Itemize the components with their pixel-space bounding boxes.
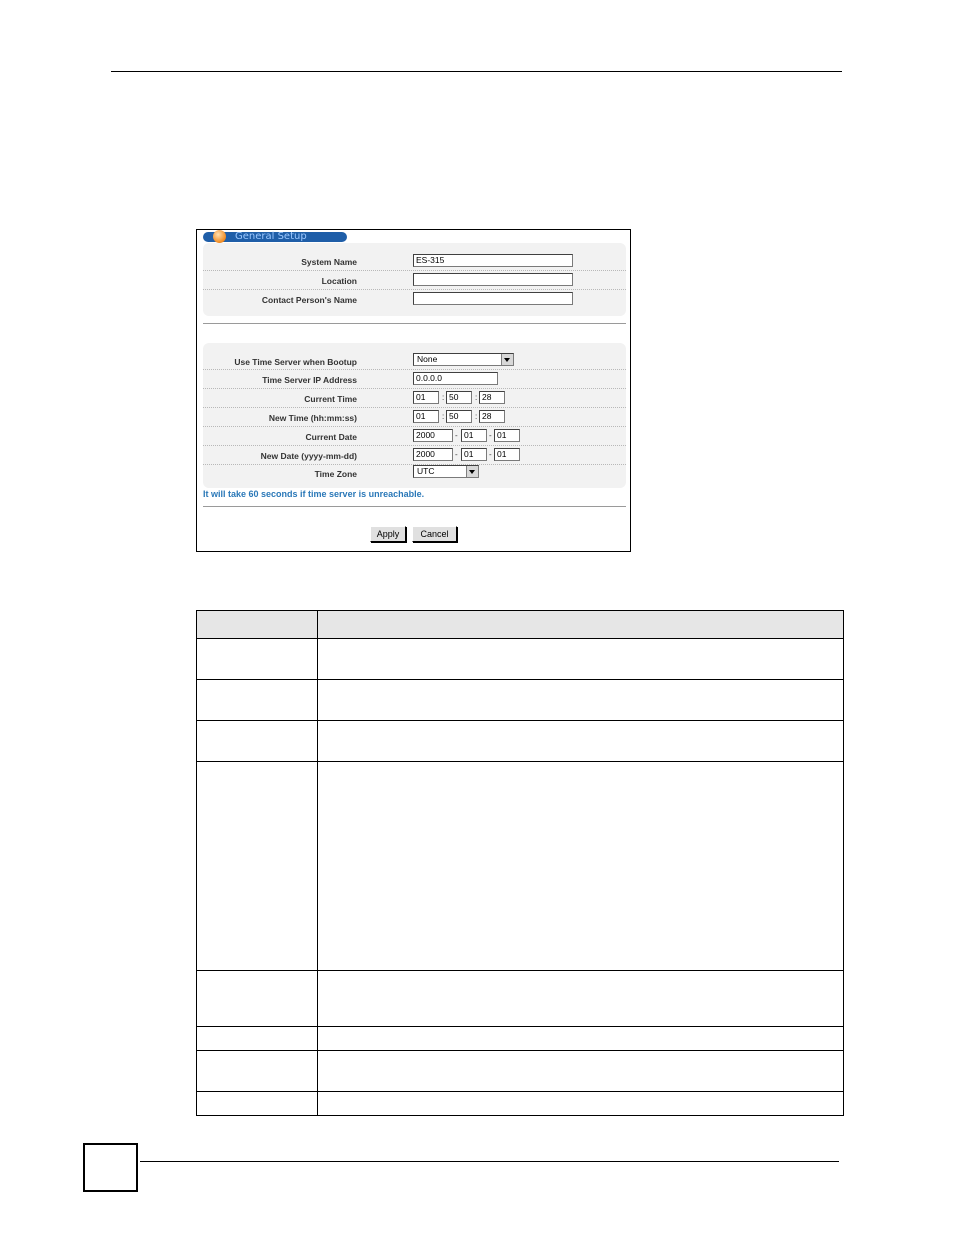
table-cell (197, 1092, 318, 1116)
current-time-label: Current Time (304, 394, 357, 404)
section-divider (203, 323, 626, 324)
location-input[interactable] (413, 273, 573, 286)
new-time-mm[interactable]: 50 (446, 410, 472, 423)
table-cell (318, 639, 844, 680)
time-server-ip-label: Time Server IP Address (262, 375, 357, 385)
time-zone-value: UTC (417, 466, 435, 476)
table-cell (318, 1027, 844, 1051)
apply-button[interactable]: Apply (370, 526, 406, 542)
table-cell (197, 639, 318, 680)
table-cell (318, 971, 844, 1027)
current-time-ss[interactable]: 28 (479, 391, 505, 404)
time-server-boot-label: Use Time Server when Bootup (234, 357, 357, 367)
row-time-zone (203, 465, 626, 482)
row-new-time (203, 408, 626, 427)
new-time-ss[interactable]: 28 (479, 410, 505, 423)
timeout-note: It will take 60 seconds if time server is unreachable. (203, 489, 425, 499)
row-current-date (203, 427, 626, 446)
row-location (203, 271, 626, 290)
new-date-label: New Date (yyyy-mm-dd) (260, 451, 357, 461)
table-cell (197, 971, 318, 1027)
row-time-server-boot (203, 352, 626, 370)
table-header-cell (197, 611, 318, 639)
table-cell (318, 680, 844, 721)
date-sep: - (455, 450, 458, 459)
row-current-time (203, 389, 626, 408)
time-zone-label: Time Zone (314, 469, 357, 479)
row-new-date (203, 446, 626, 465)
current-date-label: Current Date (305, 432, 357, 442)
table-row (197, 680, 844, 721)
description-table (196, 610, 844, 1116)
chevron-down-icon[interactable] (466, 466, 478, 477)
row-time-server-ip (203, 370, 626, 389)
system-name-label: System Name (301, 257, 357, 267)
time-zone-select[interactable] (413, 465, 479, 478)
current-time-mm[interactable]: 50 (446, 391, 472, 404)
header-rule (111, 71, 842, 72)
table-row (197, 1027, 844, 1051)
table-row (197, 721, 844, 762)
current-date-mm[interactable]: 01 (461, 429, 487, 442)
table-cell (197, 762, 318, 971)
date-sep: - (455, 431, 458, 440)
new-time-label: New Time (hh:mm:ss) (268, 413, 357, 423)
new-date-mm[interactable]: 01 (461, 448, 487, 461)
table-cell (197, 680, 318, 721)
new-date-yyyy[interactable]: 2000 (413, 448, 453, 461)
footer-rule (140, 1161, 839, 1162)
page-number-box (83, 1143, 138, 1192)
table-cell (197, 1027, 318, 1051)
new-time-hh[interactable]: 01 (413, 410, 439, 423)
system-name-input[interactable]: ES-315 (413, 254, 573, 267)
table-cell (318, 1051, 844, 1092)
table-header-row (197, 611, 844, 639)
row-contact (203, 290, 626, 308)
chevron-down-icon[interactable] (501, 354, 513, 365)
row-system-name (203, 252, 626, 271)
table-cell (318, 721, 844, 762)
table-row (197, 971, 844, 1027)
new-date-dd[interactable]: 01 (494, 448, 520, 461)
time-server-boot-value: None (417, 354, 438, 364)
footer-divider (203, 506, 626, 507)
current-date-yyyy[interactable]: 2000 (413, 429, 453, 442)
table-cell (318, 762, 844, 971)
table-cell (197, 1051, 318, 1092)
contact-input[interactable] (413, 292, 573, 305)
location-label: Location (321, 276, 357, 286)
panel-title-bar (203, 232, 347, 242)
table-row (197, 762, 844, 971)
system-info-section (203, 243, 626, 316)
time-server-ip-input[interactable]: 0.0.0.0 (413, 372, 498, 385)
current-time-hh[interactable]: 01 (413, 391, 439, 404)
orb-icon (213, 230, 226, 243)
time-sep: : (475, 393, 478, 402)
time-section (203, 343, 626, 488)
panel-title: General Setup (235, 231, 307, 242)
date-sep: - (489, 431, 492, 440)
time-sep: : (475, 412, 478, 421)
cancel-button[interactable]: Cancel (412, 526, 457, 542)
table-cell (318, 1092, 844, 1116)
general-setup-panel (196, 229, 631, 552)
current-date-dd[interactable]: 01 (494, 429, 520, 442)
time-sep: : (442, 393, 445, 402)
table-cell (197, 721, 318, 762)
table-row (197, 639, 844, 680)
table-row (197, 1051, 844, 1092)
table-row (197, 1092, 844, 1116)
time-sep: : (442, 412, 445, 421)
date-sep: - (489, 450, 492, 459)
contact-label: Contact Person's Name (261, 295, 357, 305)
time-server-boot-select[interactable] (413, 353, 514, 366)
table-header-cell (318, 611, 844, 639)
